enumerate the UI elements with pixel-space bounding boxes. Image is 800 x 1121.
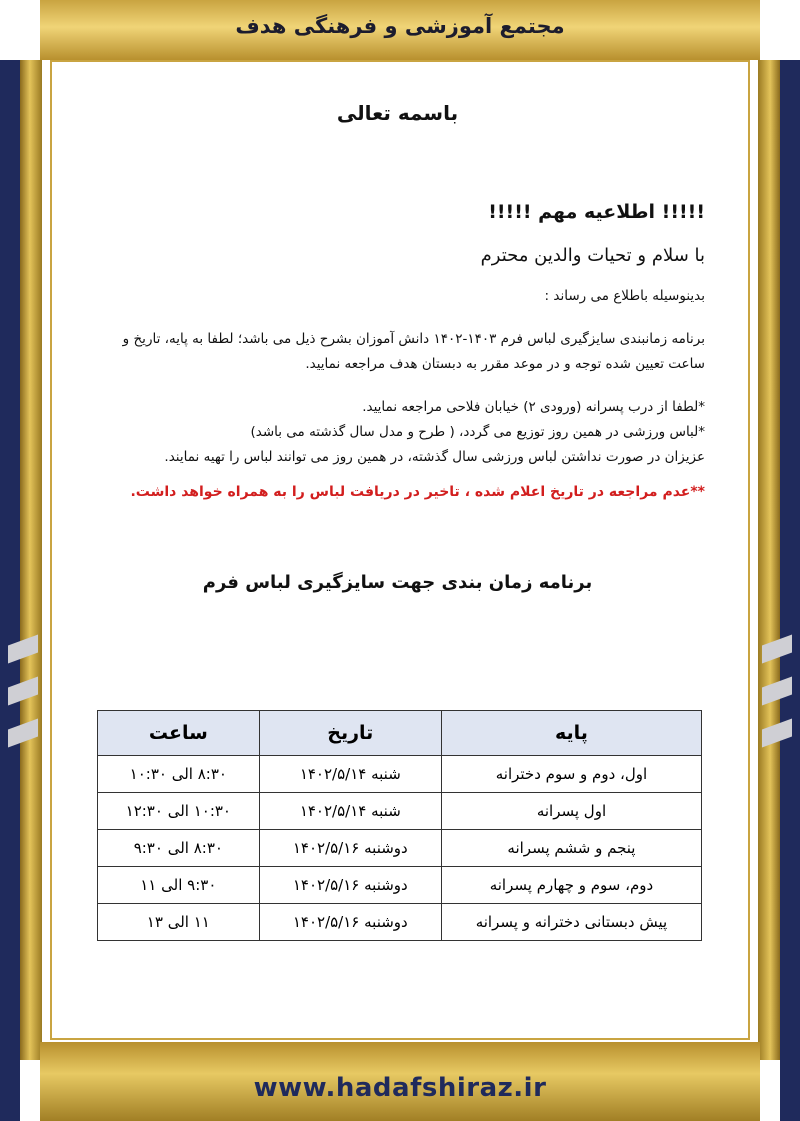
table-row (98, 867, 702, 904)
cell-grade: اول، دوم و سوم دخترانه (441, 756, 701, 793)
table-row (98, 793, 702, 830)
schedule-table (97, 710, 702, 941)
school-name-header: مجتمع آموزشی و فرهنگی هدف (235, 14, 565, 38)
frame-gold-right (758, 60, 780, 1060)
frame-navy-left (0, 60, 20, 1121)
cell-date: شنبه ۱۴۰۲/۵/۱۴ (259, 793, 441, 830)
instruction-item: عزیزان در صورت نداشتن لباس ورزشی سال گذشته، در همین روز می توانند لباس را تهیه نمایند. (164, 449, 705, 465)
cell-time: ۱۰:۳۰ الی ۱۲:۳۰ (98, 793, 260, 830)
instruction-item: *لطفا از درب پسرانه (ورودی ۲) خیابان فلاحی مراجعه نمایید. (362, 399, 705, 415)
instruction-item: *لباس ورزشی در همین روز توزیع می گردد، ( طرح و مدل سال گذشته می باشد) (250, 424, 705, 440)
notice-content (90, 95, 705, 593)
frame-gold-left (20, 60, 42, 1060)
table-header-row (98, 711, 702, 756)
greeting-line: با سلام و تحیات والدین محترم (480, 245, 705, 266)
cell-grade: اول پسرانه (441, 793, 701, 830)
cell-time: ۸:۳۰ الی ۱۰:۳۰ (98, 756, 260, 793)
cell-grade: پیش دبستانی دخترانه و پسرانه (441, 904, 701, 941)
cell-date: شنبه ۱۴۰۲/۵/۱۴ (259, 756, 441, 793)
table-row (98, 756, 702, 793)
body-line: ساعت تعیین شده توجه و در موعد مقرر به دبستان هدف مراجعه نمایید. (305, 356, 705, 372)
cell-date: دوشنبه ۱۴۰۲/۵/۱۶ (259, 867, 441, 904)
cell-date: دوشنبه ۱۴۰۲/۵/۱۶ (259, 904, 441, 941)
body-line: برنامه زمانبندی سایزگیری لباس فرم ۱۴۰۳-۱۴۰۲ دانش آموزان بشرح ذیل می باشد؛ لطفا به پایه، تاریخ و (122, 331, 705, 347)
website-link[interactable]: www.hadafshiraz.ir (253, 1073, 547, 1103)
intro-line: بدینوسیله باطلاع می رساند : (544, 288, 705, 304)
cell-date: دوشنبه ۱۴۰۲/۵/۱۶ (259, 830, 441, 867)
body-paragraph (90, 327, 705, 377)
table-row (98, 904, 702, 941)
header-date: تاریخ (259, 711, 441, 756)
cell-time: ۹:۳۰ الی ۱۱ (98, 867, 260, 904)
instruction-list (90, 395, 705, 470)
header-grade: پایه (441, 711, 701, 756)
warning-text: **عدم مراجعه در تاریخ اعلام شده ، تاخیر در دریافت لباس را به همراه خواهد داشت. (130, 484, 705, 500)
notice-title: !!!!! اطلاعیه مهم !!!!! (488, 201, 705, 223)
header-time: ساعت (98, 711, 260, 756)
basmala-heading: باسمه تعالی (336, 101, 459, 125)
schedule-title: برنامه زمان بندی جهت سایزگیری لباس فرم (202, 572, 593, 593)
cell-time: ۸:۳۰ الی ۹:۳۰ (98, 830, 260, 867)
cell-grade: دوم، سوم و چهارم پسرانه (441, 867, 701, 904)
cell-time: ۱۱ الی ۱۳ (98, 904, 260, 941)
frame-navy-right (780, 60, 800, 1121)
cell-grade: پنجم و ششم پسرانه (441, 830, 701, 867)
table-row (98, 830, 702, 867)
